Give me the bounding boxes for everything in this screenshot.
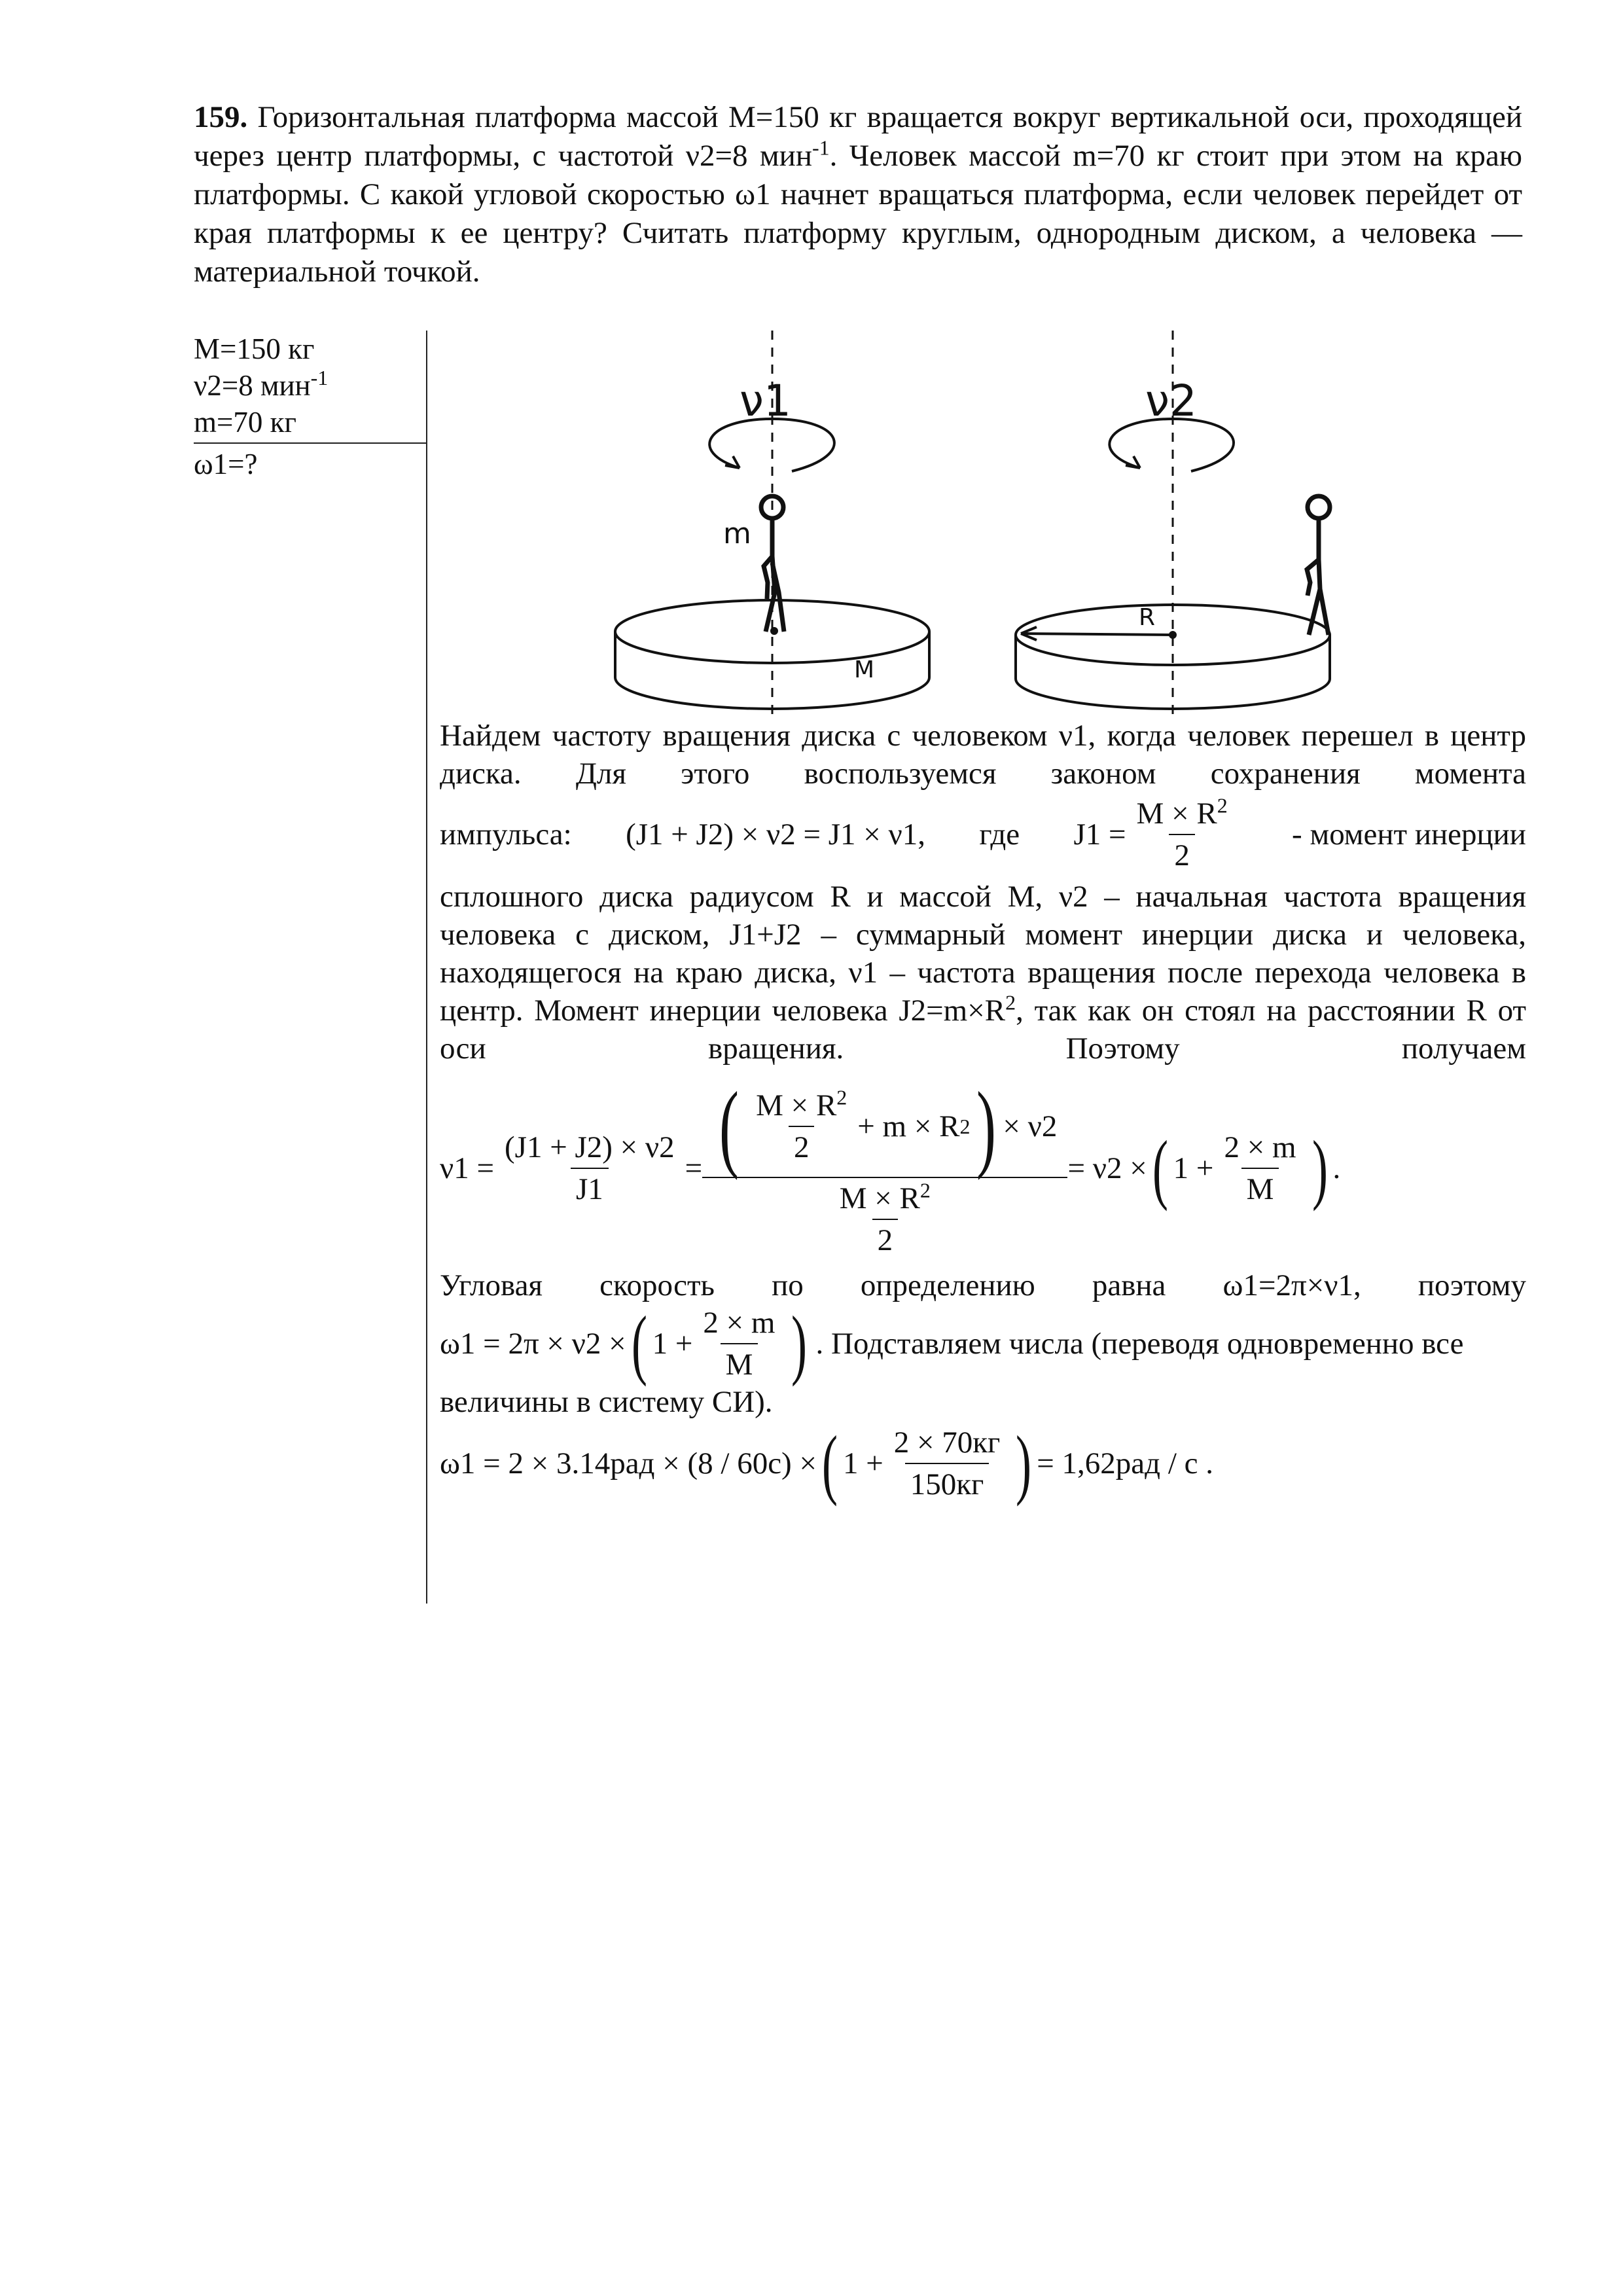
solution-p5: величины в систему СИ).: [440, 1385, 773, 1419]
rotation-arrow-right: [1109, 419, 1234, 471]
eq-momentum: импульса: (J1 + J2) × ν2 = J1 × ν1, где J1 = $\frac{M \times R^2}{2}$ - момент инерции: [440, 795, 1526, 874]
given-m: m=70 кг: [194, 406, 296, 439]
problem-statement: [194, 98, 1522, 291]
solution-p4: Угловая скорость по определению равна ω1=2π×ν1, поэтому: [440, 1268, 1526, 1302]
eq-omega-formula: ω1 = 2π × ν2 × ( 1 + $\frac{2 \times m}{M}$ ) . Подставляем числа (переводя одновременно все: [440, 1300, 1464, 1387]
eq-omega-numeric: ω1 = 2 × 3.14рад × (8 / 60с) × ( 1 + $\frac{2 \times 70кг}{150кг}$ ) = 1,62рад / с .: [440, 1420, 1213, 1507]
given-nu2: ν2=8 мин$^{-1}$: [194, 366, 329, 402]
givens-divider: [194, 442, 427, 444]
rotation-figure: [576, 327, 1427, 720]
label-nu2: ν2: [1145, 376, 1197, 426]
given-M: M=150 кг: [194, 332, 315, 365]
problem-text: Горизонтальная платформа массой M=150 кг вращается вокруг вертикальной оси, проходящей через центр платформы, с частотой ν2=8 мин: [194, 100, 1522, 173]
problem-text-rest: . Человек массой m=70 кг стоит при этом на краю платформы. С какой угловой скоростью ω1 начнет вращаться платформа, если человек перейдет от края платформы к ее центру? Считать платформу круглым, однородным диском, а человека — материальной точкой.: [194, 139, 1522, 289]
find-omega1: ω1=?: [194, 448, 258, 480]
rotation-arrow-left: [709, 419, 834, 471]
solution-p1: Найдем частоту вращения диска с человеком ν1, когда человек перешел в центр диска. Для этого воспользуемся законом сохранения момента: [440, 719, 1526, 791]
person-center: [761, 496, 784, 632]
eq-nu1: ν1 = $\frac{(J1 + J2) \times \nu 2}{J1}$ = ( $\frac{M \times R^2}{2}$ + m × R 2 ) × ν2 $\frac{M \times R^2}{2}$ = ν2 × ( 1 + $\frac{2 \times m}{M}$ ) .: [440, 1070, 1526, 1266]
column-divider: [426, 331, 427, 1604]
solution-p3: сплошного диска радиусом R и массой M, ν2 – начальная частота вращения человека с диском, J1+J2 – суммарный момент инерции диска и человека, находящегося на краю диска, ν1 – частота вращения после перехода человека в центр. Момент инерции человека $J2=m\times R^2$, так как он стоял на расстоянии R от оси вращения. Поэтому получаем: [440, 880, 1526, 1066]
problem-text-sup: -1: [812, 135, 830, 160]
label-m: m: [723, 517, 751, 550]
solution: [440, 717, 1526, 1506]
problem-number: 159.: [194, 100, 248, 134]
person-edge: [1307, 496, 1330, 635]
label-nu1: ν1: [740, 376, 791, 426]
label-R: R: [1139, 604, 1156, 631]
givens: [194, 331, 426, 482]
label-M: M: [854, 656, 875, 683]
radius-line: [1021, 634, 1173, 635]
